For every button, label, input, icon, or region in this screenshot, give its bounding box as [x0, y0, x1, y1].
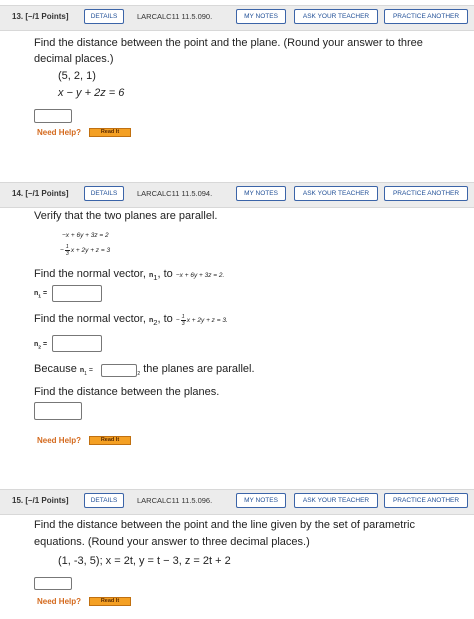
details-button[interactable]: DETAILS: [84, 493, 124, 508]
need-help-label: Need Help?: [37, 597, 82, 606]
question-number-points: 14. [–/1 Points]: [12, 189, 69, 198]
ask-teacher-button[interactable]: ASK YOUR TEACHER: [294, 9, 378, 24]
practice-another-button[interactable]: PRACTICE ANOTHER: [384, 493, 468, 508]
need-help-label: Need Help?: [37, 128, 82, 137]
question-code: LARCALC11 11.5.090.: [137, 12, 213, 21]
my-notes-button[interactable]: MY NOTES: [236, 186, 286, 201]
my-notes-button[interactable]: MY NOTES: [236, 9, 286, 24]
practice-another-button[interactable]: PRACTICE ANOTHER: [384, 9, 468, 24]
fraction-one-third: $\frac{1}{3}$: [65, 244, 69, 257]
question-prompt: Find the distance between the point and the line given by the set of parametric: [34, 519, 415, 531]
given-point: (5, 2, 1): [58, 70, 96, 82]
question-15-header: [0, 489, 474, 515]
need-help-label: Need Help?: [37, 436, 82, 445]
my-notes-button[interactable]: MY NOTES: [236, 493, 286, 508]
details-button[interactable]: DETAILS: [84, 186, 124, 201]
question-code: LARCALC11 11.5.094.: [137, 189, 213, 198]
given-plane: x − y + 2z = 6: [58, 87, 125, 99]
question-prompt: Find the distance between the point and the plane. (Round your answer to three: [34, 37, 423, 49]
normal-vector-prompt-1: Find the normal vector, $n_1$, to −x + 6y + 3z = 2.: [34, 268, 225, 283]
plane-equation-1: −x + 6y + 3z = 2: [62, 232, 109, 239]
normal-vector-prompt-2: Find the normal vector, $n_2$, to − $\frac{1}{3}$ x + 2y + z = 3.: [34, 313, 228, 328]
plane-equation-2: − $\frac{1}{3}$ x + 2y + z = 3: [60, 244, 111, 257]
read-it-button[interactable]: Read It: [89, 597, 131, 606]
n2-input[interactable]: [52, 335, 102, 352]
distance-prompt: Find the distance between the planes.: [34, 386, 220, 398]
n1-input[interactable]: [52, 285, 102, 302]
scalar-input[interactable]: [101, 364, 137, 377]
ask-teacher-button[interactable]: ASK YOUR TEACHER: [294, 186, 378, 201]
answer-input[interactable]: [34, 577, 72, 590]
read-it-button[interactable]: Read It: [89, 436, 131, 445]
question-code: LARCALC11 11.5.096.: [137, 496, 213, 505]
question-prompt-cont: decimal places.): [34, 53, 114, 65]
question-prompt: Verify that the two planes are parallel.: [34, 210, 218, 222]
read-it-button[interactable]: Read It: [89, 128, 131, 137]
question-number-points: 15. [–/1 Points]: [12, 496, 69, 505]
fraction-one-third: $\frac{1}{3}$: [181, 313, 185, 327]
n2-label: $n_2$ =: [34, 341, 48, 351]
ask-teacher-button[interactable]: ASK YOUR TEACHER: [294, 493, 378, 508]
question-number-points: 13. [–/1 Points]: [12, 12, 69, 21]
given-point-line: (1, -3, 5); x = 2t, y = t − 3, z = 2t + 2: [58, 555, 231, 567]
n1-label: $n_1$ =: [34, 290, 48, 300]
answer-input[interactable]: [34, 109, 72, 123]
question-prompt-cont: equations. (Round your answer to three decimal places.): [34, 536, 310, 548]
details-button[interactable]: DETAILS: [84, 9, 124, 24]
question-14-header: [0, 182, 474, 208]
question-13-header: [0, 5, 474, 31]
distance-input[interactable]: [34, 402, 82, 420]
practice-another-button[interactable]: PRACTICE ANOTHER: [384, 186, 468, 201]
because-statement: Because $n_1 = _2$ the planes are parallel.: [34, 363, 255, 378]
